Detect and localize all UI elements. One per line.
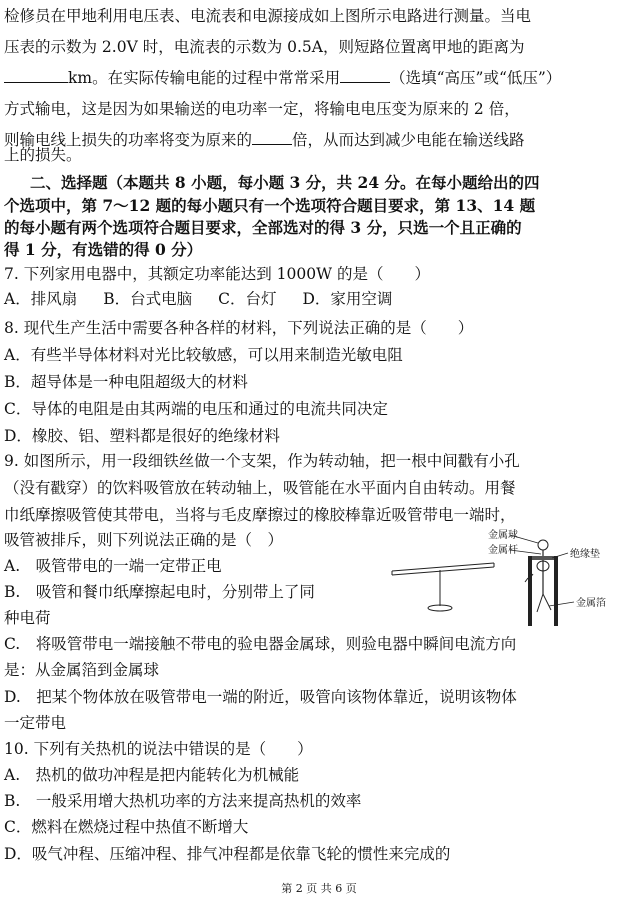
paragraph-line: 检修员在甲地利用电压表、电流表和电源接成如上图所示电路进行测量。当电 [4,7,532,25]
option-a: A．有些半导体材料对光比较敏感，可以用来制造光敏电阻 [4,346,403,364]
section-heading: 个选项中，第 7～12 题的每小题只有一个选项符合题目要求，第 13、14 题 [4,196,536,215]
answer-blank[interactable] [252,130,292,145]
question-stem: （没有戳穿）的饮料吸管放在转动轴上，吸管能在水平面内自由转动。用餐 [4,479,516,497]
option-b: B．台式电脑 [103,290,193,308]
option-d: D．橡胶、铝、塑料都是很好的绝缘材料 [4,427,280,445]
question-stem: 8. 现代生产生活中需要各种各样的材料，下列说法正确的是（ ） [4,319,474,337]
answer-blank[interactable] [4,68,68,83]
option-a: A. 热机的做功冲程是把内能转化为机械能 [4,766,300,784]
leader-line [549,602,574,606]
paragraph-line: 压表的示数为 2.0V 时，电流表的示数为 0.5A，则短路位置离甲地的距离为 [4,38,525,56]
page-number: 第 2 页 共 6 页 [281,882,357,895]
option-c: C．台灯 [218,290,277,308]
option-a: A. 吸管带电的一端一定带正电 [4,557,222,575]
question-stem: 9. 如图所示，用一段细铁丝做一个支架，作为转动轴，把一根中间戳有小孔 [4,452,520,470]
question-stem: 巾纸摩擦吸管使其带电，当将与毛皮摩擦过的橡胶棒靠近吸管带电一端时， [4,506,516,524]
label-foil: 金属箔 [576,598,606,609]
answer-blank[interactable] [340,68,390,83]
paragraph-line: 上的损失。 [4,146,82,164]
question-stem: 10. 下列有关热机的说法中错误的是（ ） [4,740,313,758]
section-heading: 二、选择题（本题共 8 小题，每小题 3 分，共 24 分。在每小题给出的四 [30,173,540,192]
label-rod: 金属杆 [488,545,518,556]
option-c: C. 将吸管带电一端接触不带电的验电器金属球，则验电器中瞬间电流方向 [4,635,517,653]
option-c: C．导体的电阻是由其两端的电压和通过的电流共同决定 [4,400,388,418]
option-a: A．排风扇 [4,290,78,308]
option-c: C．燃料在燃烧过程中热值不断增大 [4,818,249,836]
option-c: 是：从金属箔到金属球 [4,661,160,679]
option-b: B．超导体是一种电阻超级大的材料 [4,373,248,391]
option-d: D．吸气冲程、压缩冲程、排气冲程都是依靠飞轮的惯性来完成的 [4,845,451,863]
question-stem: 7. 下列家用电器中，其额定功率能达到 1000W 的是（ ） [4,265,430,283]
option-d: D. 把某个物体放在吸管带电一端的附近，吸管向该物体靠近，说明该物体 [4,688,517,706]
electroscope-figure [388,526,633,626]
leader-line [552,553,568,558]
option-d: D．家用空调 [302,290,393,308]
option-b: B. 一般采用增大热机功率的方法来提高热机的效率 [4,792,362,810]
question-stem: 吸管被排斥，则下列说法正确的是（ ） [4,531,284,549]
label-ball: 金属球 [488,530,518,541]
option-d: 一定带电 [4,714,67,732]
label-pad: 绝缘垫 [570,549,600,560]
section-heading: 得 1 分，有选错的得 0 分） [4,240,203,259]
paragraph-line: 方式输电，这是因为如果输送的电功率一定，将输电电压变为原来的 2 倍， [4,100,520,118]
option-b: B. 吸管和餐巾纸摩擦起电时，分别带上了同 [4,583,315,601]
paragraph-line: 则输电线上损失的功率将变为原来的 倍，从而达到减少电能在输送线路 [4,131,525,149]
straw-stand [392,563,494,611]
paragraph-line: km。在实际传输电能的过程中常常采用 （选填“高压”或“低压”） [4,68,561,88]
section-heading: 的每小题有两个选项符合题目要求，全部选对的得 3 分，只选一个且正确的 [4,218,522,237]
question-options [4,289,392,309]
option-b: 种电荷 [4,609,51,627]
